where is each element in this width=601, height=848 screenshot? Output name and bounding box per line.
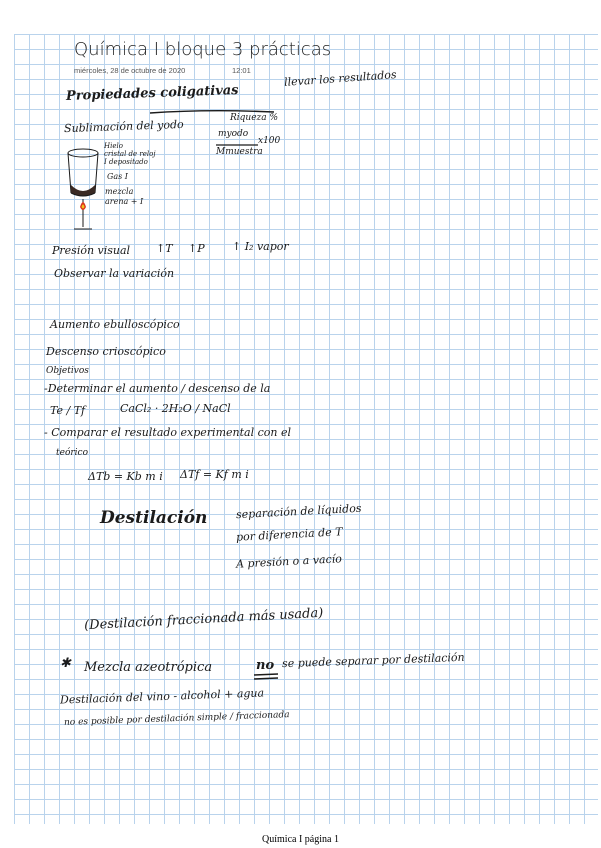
- note-llevar-resultados: llevar los resultados: [283, 68, 397, 89]
- note-destilacion-vino: Destilación del vino - alcohol + agua: [59, 686, 265, 707]
- page-title: Química I bloque 3 prácticas: [74, 39, 332, 60]
- equation-ebullition: ΔTb = Kb m i: [88, 470, 163, 483]
- note-no-se-puede-separar: se puede separar por destilación: [281, 650, 465, 671]
- note-azeotropica-no: no: [256, 658, 275, 673]
- formula-mmuestra: Mmuestra: [216, 147, 263, 157]
- lab-label-gas: Gas I: [107, 172, 128, 181]
- label-objetivos: Objetivos: [46, 366, 89, 376]
- note-arrow-t: ↑T: [156, 242, 173, 255]
- underline-no: [252, 672, 280, 682]
- objective-2-teorico: teórico: [56, 448, 89, 458]
- page-footer: Química I página 1: [262, 834, 339, 845]
- heading-propiedades: Propiedades coligativas: [65, 82, 239, 105]
- note-no-es-posible: no es posible por destilación simple / fraccionada: [63, 710, 290, 728]
- note-arrow-vapor: ↑ I₂ vapor: [232, 240, 289, 253]
- note-azeotropica-star: ✱: [60, 656, 71, 671]
- lab-label-i-depositado: I depositado: [104, 158, 148, 166]
- page-date: miércoles, 28 de octubre de 2020: [74, 66, 186, 75]
- lab-label-arena: arena + I: [105, 197, 144, 206]
- objective-1: -Determinar el aumento / descenso de la: [44, 382, 271, 395]
- sublimation-apparatus-drawing: [60, 145, 106, 235]
- formula-riqueza: Riqueza %: [230, 113, 279, 123]
- note-mezcla-azeotropica: Mezcla azeotrópica: [84, 660, 213, 675]
- formula-myodo: myodo: [218, 129, 249, 139]
- note-presion-vacio: A presión o a vacío: [235, 552, 343, 571]
- lab-label-hielo: Hielo: [104, 142, 123, 150]
- objective-1-te-tf: Te / Tf: [50, 404, 86, 417]
- equation-freezing: ΔTf = Kf m i: [180, 468, 249, 481]
- formula-x100: x100: [258, 136, 281, 146]
- objective-1-salts: CaCl₂ · 2H₂O / NaCl: [120, 402, 231, 415]
- objective-2: - Comparar el resultado experimental con el: [44, 426, 291, 439]
- note-separacion: separación de líquidos: [235, 501, 362, 522]
- heading-aumento: Aumento ebulloscópico: [50, 318, 180, 331]
- note-arrow-p: ↑P: [188, 242, 205, 255]
- heading-descenso: Descenso crioscópico: [46, 345, 166, 358]
- note-observar: Observar la variación: [54, 267, 175, 280]
- lab-label-cristal: cristal de reloj: [104, 150, 156, 158]
- note-destilacion-fraccionada: (Destilación fraccionada más usada): [83, 605, 324, 634]
- note-diferencia-t: por diferencia de T: [235, 525, 343, 544]
- note-presion-visual: Presión visual: [52, 244, 131, 257]
- heading-destilacion: Destilación: [100, 508, 208, 528]
- page-time: 12:01: [232, 66, 251, 75]
- note-sublimacion: Sublimación del yodo: [63, 117, 184, 136]
- lab-label-mezcla: mezcla: [105, 187, 134, 196]
